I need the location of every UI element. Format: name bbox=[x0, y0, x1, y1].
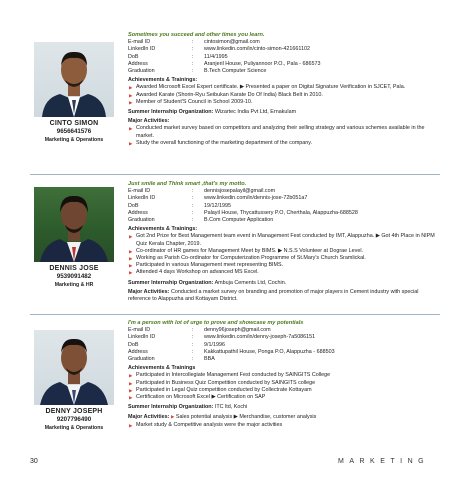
achievement-item: ▶ Member of Student'S Council in School 2009-10. bbox=[128, 99, 440, 106]
summer-internship: Summer Internship Organization: Ambuja Cements Ltd, Cochin. bbox=[128, 279, 287, 286]
profile-role: Marketing & Operations bbox=[44, 137, 104, 143]
achievements-heading: Achievements & Trainings: bbox=[128, 77, 198, 84]
achievement-item: ▶ Working as Parish Co-ordinator for Computerization Programme of St.Mary's Church Sramlickal. bbox=[128, 255, 440, 262]
profile-role: Marketing & HR bbox=[54, 282, 94, 288]
field-dob: DoB : 19/12/1995 bbox=[128, 202, 231, 209]
field-linkedin: LinkedIn ID : www.linkedin.com/in/dennis-jose-72b051a7 bbox=[128, 195, 308, 202]
profile-details bbox=[128, 181, 440, 303]
profile-details bbox=[128, 32, 440, 147]
major-activities-heading: Major Activities: bbox=[128, 118, 170, 125]
profile-phone: 9656641576 bbox=[56, 128, 92, 135]
achievement-item: ▶ Certification on Microsoft Excel ▶ Certification on SAP bbox=[128, 394, 440, 401]
profile-role: Marketing & Operations bbox=[44, 425, 104, 431]
profile-phone: 9207796490 bbox=[56, 416, 92, 423]
field-address: Address : Palayil House, Thycattussery P.O, Cherthala, Alappuzha-688528 bbox=[128, 209, 358, 216]
profile-tagline: I'm a person with lot of urge to prove and showcase my potentials bbox=[128, 320, 304, 326]
major-activity-item: ▶ Conducted market survey based on competitors and analyzing their selling strategy and various schemes available in the market. bbox=[128, 125, 440, 139]
achievement-item: ▶ Got 2nd Prize for Best Management team event in Management Fest conducted by IMT, Alappuzha. ▶ Got 4th Place in NIPM Quiz Kerala Chapter, 2019. bbox=[128, 233, 440, 247]
achievements-heading: Achievements & Trainings bbox=[128, 365, 196, 372]
profile-photo bbox=[34, 42, 114, 117]
field-email: E-mail ID : dennisjosepalayil@gmail.com bbox=[128, 188, 276, 195]
section-title: MARKETING bbox=[338, 458, 430, 465]
field-address: Address : Aranjeril House, Puliyannoor P.O., Pala - 686573 bbox=[128, 60, 321, 67]
profile-name: DENNY JOSEPH bbox=[45, 408, 103, 415]
major-activities: Major Activities: Conducted a market survey on branding and promotion of major players in Cement industry with special reference to Alappuzha and Kottayam District. bbox=[128, 288, 419, 303]
field-graduation: Graduation : B.Com Computer Application bbox=[128, 217, 274, 224]
field-linkedin: LinkedIn ID : www.linkedin.com/in/cinto-simon-421661102 bbox=[128, 46, 310, 53]
achievement-item: ▶ Participated in various Management meet representing BIMS. bbox=[128, 262, 440, 269]
major-activity-item: ▶ Study the overall functioning of the marketing department of the company. bbox=[128, 140, 440, 147]
field-email: E-mail ID : denny96joseph@gmail.com bbox=[128, 327, 271, 334]
achievement-item: ▶ Participated in Intercollegiate Management Fest conducted by SAINGITS College bbox=[128, 372, 440, 379]
profile-tagline: Sometimes you succeed and other times you learn. bbox=[128, 32, 265, 38]
section-divider bbox=[30, 314, 440, 315]
achievement-item: ▶ Awarded Karate (Shorin-Ryu Seibukan Karate Do Of India) Black Belt in 2010. bbox=[128, 92, 440, 99]
field-linkedin: LinkedIn ID : www.linkedin.com/in/denny-joseph-7a5086151 bbox=[128, 334, 316, 341]
summer-internship: Summer Internship Organization: Wizartec India Pvt Ltd, Ernakulam bbox=[128, 109, 297, 116]
profile-name: CINTO SIMON bbox=[49, 120, 99, 127]
profile-name: DENNIS JOSE bbox=[49, 265, 99, 272]
profile-details bbox=[128, 320, 440, 429]
profile-photo bbox=[34, 330, 114, 405]
achievement-item: ▶ Participated in Business Quiz Competition conducted by SAINGITS college bbox=[128, 380, 440, 387]
achievement-item: ▶ Awarded Microsoft Excel Expert certificate. ▶ Presented a paper on Digital Signature Verification in SJCET, Pala. bbox=[128, 84, 440, 91]
major-activity-item: ▶ Market study & Competitive analysis were the major activities bbox=[128, 422, 440, 429]
achievement-item: ▶ Participated in Legal Quiz competition conducted by Collectrate Kottayam bbox=[128, 387, 440, 394]
profile-photo bbox=[34, 187, 114, 262]
field-graduation: Graduation : B.Tech Computer Science bbox=[128, 68, 267, 75]
field-dob: DoB : 9/1/1996 bbox=[128, 341, 225, 348]
field-graduation: Graduation : BBA bbox=[128, 356, 215, 363]
page-number: 30 bbox=[30, 458, 38, 465]
major-activities: Major Activities: ▶ Sales potential analysis ▶ Merchandise, customer analysis bbox=[128, 414, 317, 421]
achievement-item: ▶ Co-ordinator of HR games for Management Meet by BIMS. ▶ N.S.S Volunteer at Dograe Level. bbox=[128, 248, 440, 255]
achievements-heading: Achievements & Trainings: bbox=[128, 226, 198, 233]
profile-phone: 9539091482 bbox=[56, 273, 92, 280]
field-address: Address : Kakkattupathil House, Ponga P.O, Alappuzha - 688503 bbox=[128, 348, 335, 355]
field-email: E-mail ID : cintosimon@gmail.com bbox=[128, 39, 260, 46]
summer-internship: Summer Internship Organization: ITC ltd, Kochi bbox=[128, 404, 248, 411]
profile-photo-column bbox=[30, 330, 118, 431]
profile-photo-column bbox=[30, 187, 118, 288]
field-dob: DoB : 11/4/1995 bbox=[128, 53, 228, 60]
achievement-item: ▶ Attended 4 days Workshop on advanced MS Excel. bbox=[128, 269, 440, 276]
profile-tagline: Just smile and Think smart ,that's my motto. bbox=[128, 181, 247, 187]
section-divider bbox=[30, 174, 440, 175]
profile-photo-column bbox=[30, 42, 118, 143]
